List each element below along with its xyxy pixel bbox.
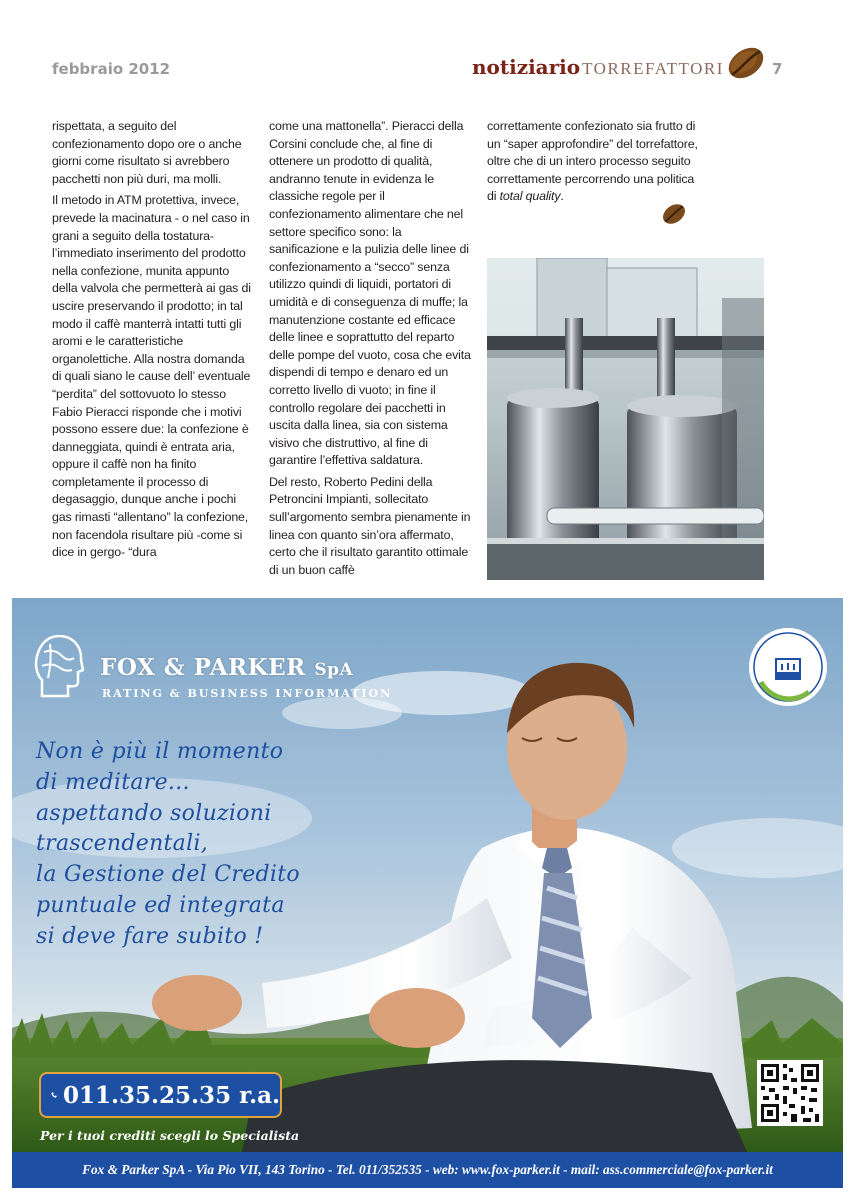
article-column-1 [52, 118, 257, 566]
headline-line: trascendentali, [36, 831, 209, 857]
company-suffix: SpA [314, 660, 354, 680]
globe-head-logo-icon [34, 634, 84, 698]
ad-footer-contacts: Fox & Parker SpA - Via Pio VII, 143 Torino - Tel. 011/352535 - web: www.fox-parker.it - mail: ass.commerciale@fox-parker.it [12, 1152, 843, 1188]
paragraph: Il metodo in ATM protettiva, invece, prevede la macinatura - o nel caso in grani a seguito della tostatura- l’immediato inserimento del prodotto nella confezione, munita appunto della valvola che permetterà ai gas di uscire preservando il prodotto; in tal modo il caffè manterrà intatti tutti gli aromi e le caratteristiche organolettiche. Alla nostra domanda di quali siano le cause dell’ eventuale “perdita” del sottovuoto lo stesso Fabio Pieracci risponde che i motivi possono essere due: la confezione è danneggiata, quindi è entrata aria, oppure il caffè non ha finito completamente il processo di degasaggio, dunque anche i pochi gas rimasti “allentano” la confezione, non facendola risultare più -come si dice in gergo- “dura [52, 193, 251, 560]
headline-line: la Gestione del Credito [36, 862, 300, 888]
paragraph: come una mattonella”. Pieracci della Corsini conclude che, al fine di ottenere un prodotto di qualità, andranno tenute in evidenza le classiche regole per il confezionamento alimentare che nel settore specifico sono: la sanificazione e la pulizia delle linee di confezionamento a “secco” senza utilizzo quindi di liquidi, portatori di umidità e di conseguenza di muffe; la manutenzione costante ed efficace delle linee e soprattutto del reparto delle pompe del vuoto, cosa che evita dispendi di tempo e denaro ed un corretto livello di vuoto; in fine il controllo regolare dei pacchetti in uscita dalla linea, sia con sistema visivo che distruttivo, al fine di garantire l’effettiva saldatura. [269, 119, 471, 468]
company-name: FOX & PARKER [100, 654, 306, 681]
coffee-bean-icon [726, 44, 766, 82]
paragraph: rispettata, a seguito del confezionamento dopo ore o anche giorni come risultato si avrebbero pacchetti non più duri, ma molli. [52, 119, 242, 186]
brand-secondary: TORREFATTORI [582, 59, 724, 78]
ad-phone-box[interactable] [39, 1072, 282, 1118]
qr-code-icon[interactable] [757, 1060, 823, 1126]
headline-line: di meditare... [36, 769, 190, 795]
headline-line: aspettando soluzioni [36, 800, 272, 826]
article-column-2 [269, 118, 472, 583]
page-number: 7 [772, 60, 783, 78]
packaging-machine-photo [487, 258, 764, 580]
machine-illustration [487, 258, 764, 580]
paragraph-text: correttamente confezionato sia frutto di un “saper approfondire” del torrefattore, oltre che di un intero processo seguito correttamente percorrendo una politica di [487, 119, 698, 204]
quality-certification-seal-icon [747, 626, 829, 708]
ad-company-name [100, 654, 353, 681]
ad-company-tagline: RATING & BUSINESS INFORMATION [102, 687, 393, 700]
ad-slogan: Per i tuoi crediti scegli lo Specialista [40, 1128, 300, 1143]
phone-number: 011.35.25.35 r.a. [63, 1081, 280, 1109]
issue-date: febbraio 2012 [52, 60, 171, 78]
emphasis-text: total quality [499, 189, 561, 204]
advertisement [12, 598, 843, 1188]
coffee-bean-end-icon [661, 201, 687, 227]
paragraph [487, 118, 702, 206]
ad-headline [36, 737, 396, 953]
headline-line: puntuale ed integrata [36, 892, 285, 918]
paragraph-end: . [560, 189, 564, 204]
paragraph: Del resto, Roberto Pedini della Petroncini Impianti, sollecitato sull’argomento sembra pienamente in linea con quanto sin’ora affermato, certo che il risultato garantito ottimale di un buon caffè [269, 474, 471, 577]
article-column-3 [487, 118, 702, 210]
headline-line: Non è più il momento [36, 739, 284, 764]
headline-line: si deve fare subito ! [36, 923, 264, 949]
phone-icon [51, 1082, 57, 1108]
brand-main: notiziario [472, 55, 581, 79]
magazine-brand [472, 55, 724, 81]
